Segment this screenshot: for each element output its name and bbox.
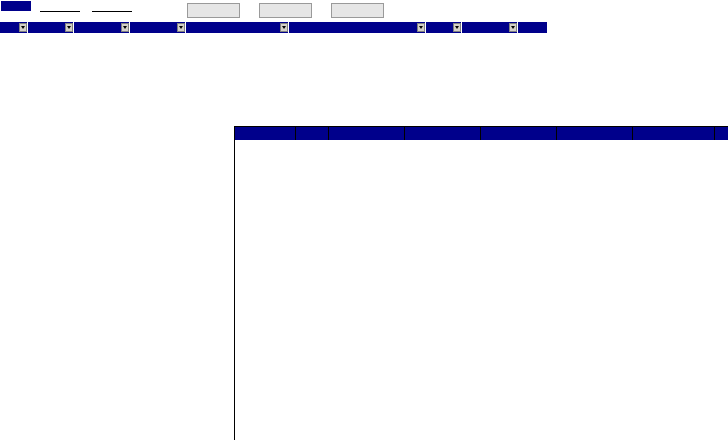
filter-dropdown-icon[interactable] [509, 23, 517, 32]
term-end[interactable] [92, 1, 132, 12]
top-bar [0, 0, 728, 22]
sort-button[interactable] [259, 3, 312, 18]
filter-dropdown-icon[interactable] [417, 23, 425, 32]
filter-dropdown-icon[interactable] [177, 23, 185, 32]
refresh-button[interactable] [331, 3, 384, 18]
sched-header-date [235, 127, 296, 140]
filter-dropdown-icon[interactable] [19, 23, 27, 32]
term-start[interactable] [40, 1, 80, 12]
schedule-panel [234, 126, 728, 440]
sched-header-estimate [296, 127, 329, 140]
filter-dropdown-icon[interactable] [65, 23, 73, 32]
term-label [1, 1, 31, 11]
col-header-title[interactable] [186, 22, 289, 33]
col-header-type[interactable] [130, 22, 186, 33]
sched-header-after [633, 127, 715, 140]
col-header-due-2[interactable] [518, 22, 548, 33]
col-header-cost[interactable] [426, 22, 462, 33]
sched-header-am [481, 127, 557, 140]
sched-header-early [405, 127, 481, 140]
filter-dropdown-icon[interactable] [121, 23, 129, 32]
sched-header-pm [557, 127, 633, 140]
col-header-entry-date[interactable] [28, 22, 74, 33]
filter-dropdown-icon[interactable] [280, 23, 288, 32]
col-header-no[interactable] [0, 22, 28, 33]
sched-header-task [329, 127, 405, 140]
col-header-due[interactable] [462, 22, 518, 33]
col-header-status[interactable] [74, 22, 130, 33]
filter-dropdown-icon[interactable] [453, 23, 461, 32]
sched-header-next [715, 127, 728, 140]
print-button[interactable] [187, 3, 240, 18]
col-header-description[interactable] [289, 22, 426, 33]
